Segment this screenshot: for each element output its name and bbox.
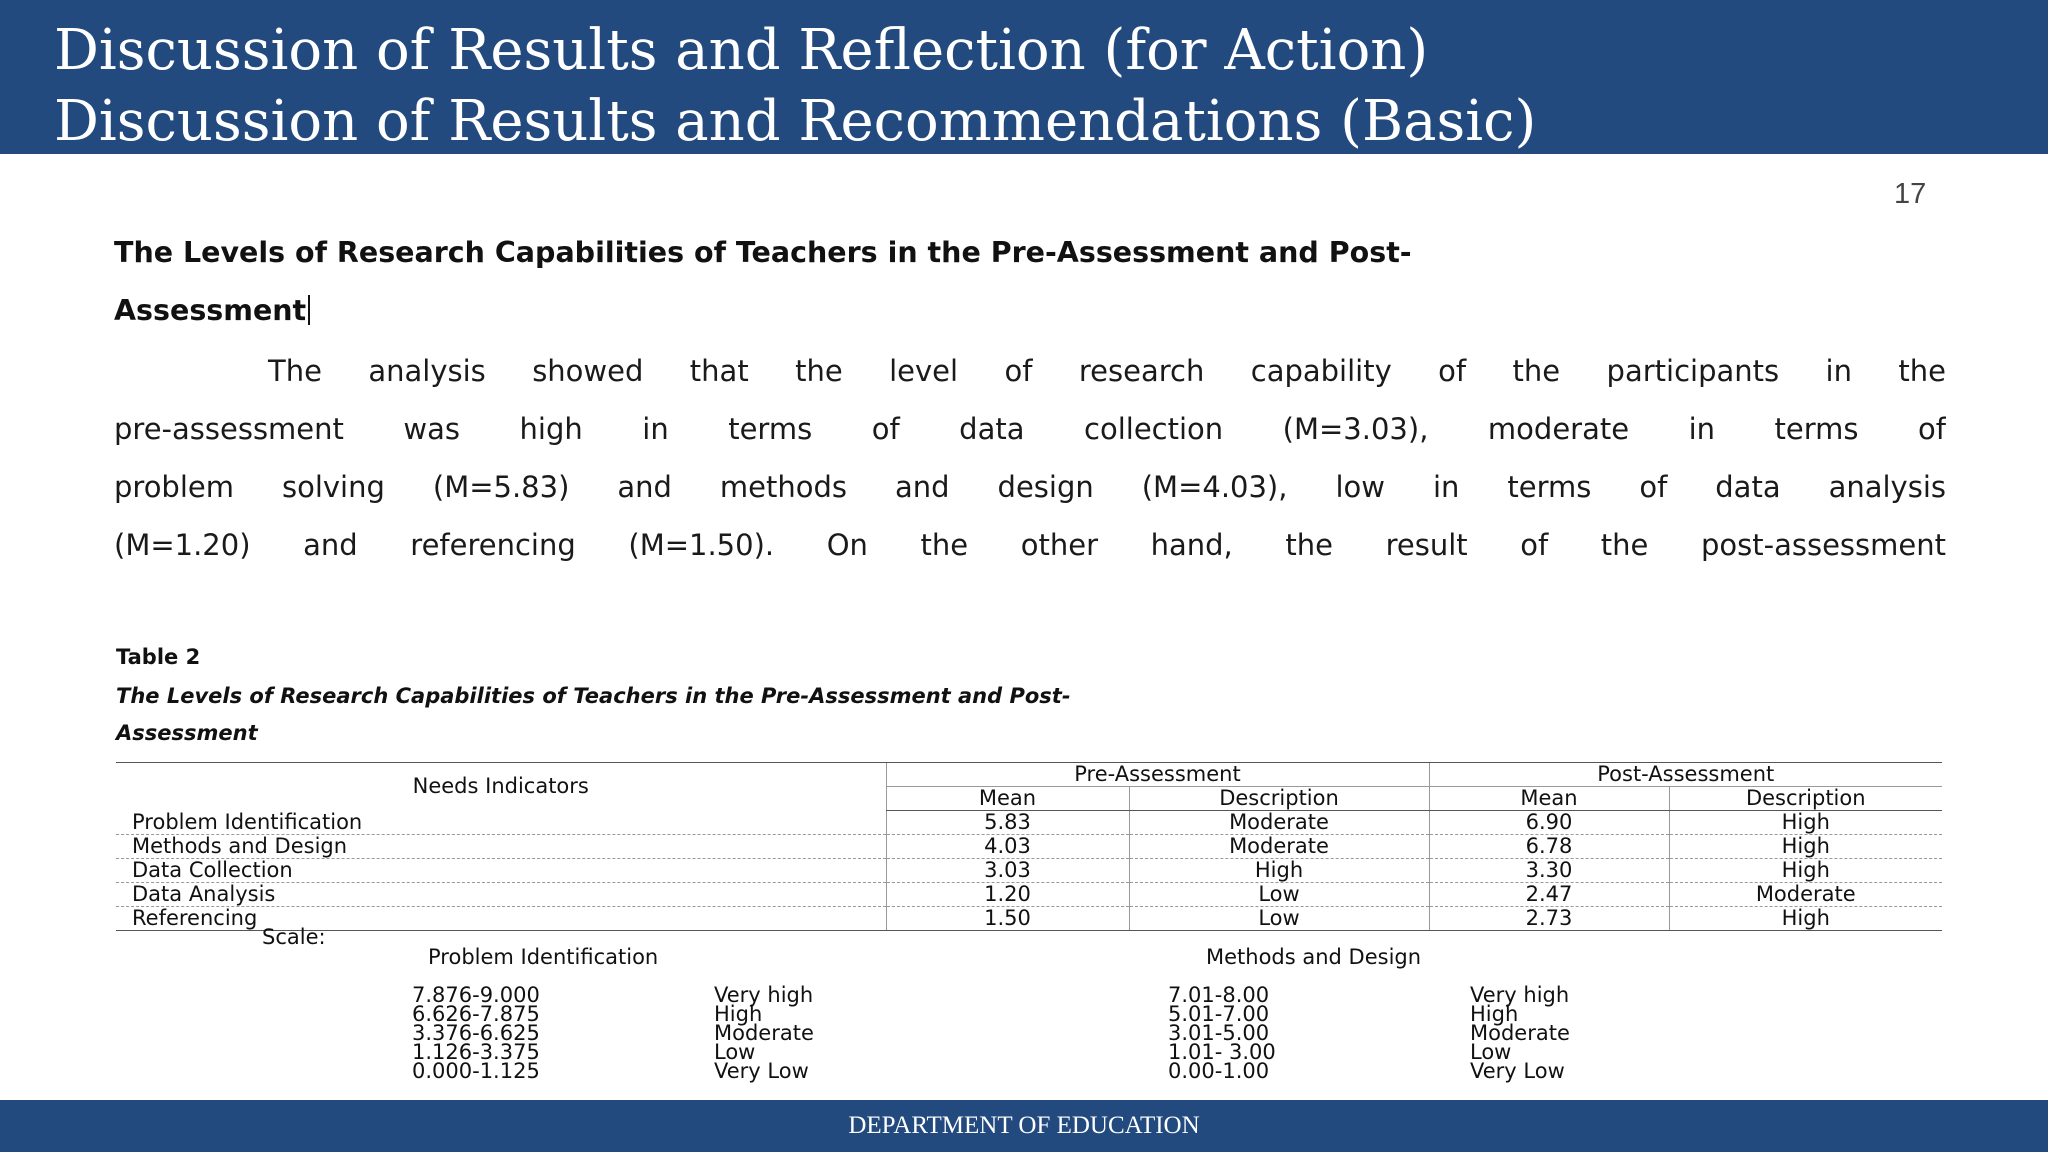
slide-title-line-1: Discussion of Results and Reflection (for Action) (54, 18, 1429, 83)
scale-level: Very high (714, 983, 814, 1007)
scale-level: Low (714, 1040, 756, 1064)
scale-label: Scale: (262, 925, 326, 949)
scale-range: 0.00-1.00 (1168, 1059, 1270, 1083)
table-row (116, 811, 1942, 835)
page-number: 17 (1894, 178, 1927, 210)
indicator-cell: Problem Identification (116, 811, 886, 835)
paragraph-line-4: (M=1.20) and referencing (M=1.50). On the other hand, the result of the post-assessment (114, 528, 1946, 562)
scale-level: Low (1470, 1040, 1512, 1064)
post-mean-cell: 3.30 (1429, 859, 1669, 883)
post-description-cell: High (1669, 835, 1942, 859)
indicator-cell: Data Collection (116, 859, 886, 883)
scale-title-problem-identification: Problem Identification (428, 945, 659, 969)
scale-level: Very Low (1470, 1059, 1565, 1083)
post-description-cell: High (1669, 859, 1942, 883)
col-header-pre-assessment: Pre-Assessment (886, 763, 1429, 787)
footer-bar: DEPARTMENT OF EDUCATION (0, 1100, 2048, 1152)
col-header-pre-description: Description (1129, 787, 1429, 811)
slide-title-line-2: Discussion of Results and Recommendations (Basic) (54, 89, 1537, 154)
col-header-post-mean: Mean (1429, 787, 1669, 811)
scale-pi-ranges (412, 983, 540, 1083)
scale-range: 0.000-1.125 (412, 1059, 540, 1083)
pre-mean-cell: 1.50 (886, 907, 1129, 931)
pre-mean-cell: 4.03 (886, 835, 1129, 859)
scale-range: 7.876-9.000 (412, 983, 540, 1007)
section-heading-line-1: The Levels of Research Capabilities of Teachers in the Pre-Assessment and Post- (114, 236, 1412, 269)
scale-pi-levels (714, 983, 814, 1083)
scale-range: 5.01-7.00 (1168, 1002, 1270, 1026)
scale-level: Very Low (714, 1059, 809, 1083)
pre-description-cell: Moderate (1129, 835, 1429, 859)
table-row (116, 859, 1942, 883)
indicator-cell: Data Analysis (116, 883, 886, 907)
pre-mean-cell: 5.83 (886, 811, 1129, 835)
pre-description-cell: Moderate (1129, 811, 1429, 835)
post-description-cell: High (1669, 811, 1942, 835)
scale-range: 3.376-6.625 (412, 1021, 540, 1045)
table-row (116, 883, 1942, 907)
scale-level: Moderate (1470, 1021, 1570, 1045)
pre-mean-cell: 1.20 (886, 883, 1129, 907)
scale-level: High (714, 1002, 763, 1026)
scale-level: Very high (1470, 983, 1570, 1007)
scale-md-ranges (1168, 983, 1276, 1083)
scale-range: 7.01-8.00 (1168, 983, 1270, 1007)
col-header-pre-mean: Mean (886, 787, 1129, 811)
title-banner (0, 0, 2048, 154)
pre-description-cell: High (1129, 859, 1429, 883)
text-cursor (308, 295, 310, 325)
indicator-cell: Methods and Design (116, 835, 886, 859)
scale-range: 6.626-7.875 (412, 1002, 540, 1026)
post-mean-cell: 6.90 (1429, 811, 1669, 835)
indicator-cell: Referencing (116, 907, 886, 931)
post-mean-cell: 2.73 (1429, 907, 1669, 931)
pre-mean-cell: 3.03 (886, 859, 1129, 883)
paragraph-line-1: The analysis showed that the level of research capability of the participants in the (268, 354, 1946, 388)
table-row (116, 907, 1942, 931)
table-caption-line-1: The Levels of Research Capabilities of Teachers in the Pre-Assessment and Post- (116, 684, 1071, 708)
scale-md-levels (1470, 983, 1570, 1083)
pre-description-cell: Low (1129, 883, 1429, 907)
table-label: Table 2 (116, 645, 201, 669)
paragraph-line-3: problem solving (M=5.83) and methods and design (M=4.03), low in terms of data analysis (114, 470, 1946, 504)
scale-level: High (1470, 1002, 1519, 1026)
post-mean-cell: 6.78 (1429, 835, 1669, 859)
scale-level: Moderate (714, 1021, 814, 1045)
capabilities-table (116, 762, 1942, 931)
post-description-cell: Moderate (1669, 883, 1942, 907)
col-header-post-description: Description (1669, 787, 1942, 811)
paragraph-line-2: pre-assessment was high in terms of data collection (M=3.03), moderate in terms of (114, 412, 1946, 446)
col-header-post-assessment: Post-Assessment (1429, 763, 1942, 787)
section-heading-line-2 (114, 294, 310, 327)
scale-range: 1.126-3.375 (412, 1040, 540, 1064)
scale-title-methods-design: Methods and Design (1206, 945, 1422, 969)
scale-range: 3.01-5.00 (1168, 1021, 1270, 1045)
col-header-indicators: Needs Indicators (116, 763, 886, 811)
post-description-cell: High (1669, 907, 1942, 931)
table-row (116, 835, 1942, 859)
pre-description-cell: Low (1129, 907, 1429, 931)
scale-range: 1.01- 3.00 (1168, 1040, 1276, 1064)
table-caption-line-2: Assessment (116, 721, 258, 745)
post-mean-cell: 2.47 (1429, 883, 1669, 907)
section-heading-text: Assessment (114, 294, 307, 327)
table-header-row (116, 763, 1942, 787)
